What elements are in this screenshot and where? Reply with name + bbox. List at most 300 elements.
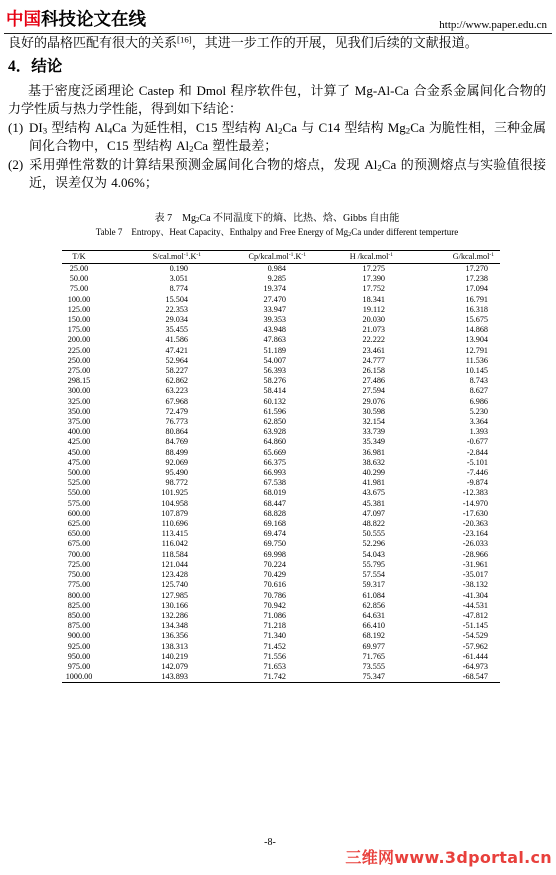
cell-temperature: 875.00 bbox=[67, 621, 91, 631]
cell-entropy: 140.219 bbox=[161, 651, 188, 661]
cell-temperature: 75.00 bbox=[69, 284, 89, 294]
cell-heat-capacity: 64.860 bbox=[263, 437, 286, 447]
cell-temperature: 400.00 bbox=[67, 427, 91, 437]
text-run: T/K bbox=[72, 252, 86, 261]
cell-enthalpy: 43.675 bbox=[362, 488, 385, 498]
cell-enthalpy: 17.275 bbox=[362, 264, 385, 273]
cell-gibbs-free-energy: 16.791 bbox=[465, 294, 488, 304]
table-row bbox=[62, 662, 500, 672]
cell-enthalpy: 33.739 bbox=[362, 427, 385, 437]
cell-enthalpy: 41.981 bbox=[362, 478, 385, 488]
cell-heat-capacity: 33.947 bbox=[263, 304, 286, 314]
cell-enthalpy: 17.752 bbox=[362, 284, 385, 294]
cell-heat-capacity: 69.998 bbox=[263, 549, 286, 559]
cell-heat-capacity: 51.189 bbox=[263, 345, 286, 355]
cell-entropy: 110.696 bbox=[161, 519, 188, 529]
cell-gibbs-free-energy: -38.132 bbox=[462, 580, 488, 590]
table-caption-english bbox=[8, 226, 546, 239]
cell-heat-capacity: 71.653 bbox=[263, 661, 286, 671]
cell-gibbs-free-energy: 12.791 bbox=[465, 345, 488, 355]
continuation-paragraph bbox=[8, 34, 546, 52]
cell-entropy: 121.044 bbox=[161, 559, 188, 569]
table-row bbox=[62, 529, 500, 539]
cell-enthalpy: 48.822 bbox=[362, 519, 385, 529]
cell-entropy: 125.740 bbox=[161, 580, 188, 590]
cell-enthalpy: 21.073 bbox=[362, 325, 385, 335]
table-head bbox=[62, 251, 500, 264]
text-run: .K bbox=[293, 252, 302, 261]
cell-heat-capacity: 62.850 bbox=[263, 417, 286, 427]
cell-entropy: 104.958 bbox=[161, 498, 188, 508]
cell-enthalpy: 75.347 bbox=[362, 672, 385, 682]
cell-enthalpy: 66.410 bbox=[362, 621, 385, 631]
table-row bbox=[62, 550, 500, 560]
table-row bbox=[62, 499, 500, 509]
cell-enthalpy: 17.390 bbox=[362, 274, 385, 284]
table-row bbox=[62, 509, 500, 519]
cell-temperature: 700.00 bbox=[67, 549, 91, 559]
cell-entropy: 72.479 bbox=[165, 406, 188, 416]
watermark: 三维网www.3dportal.cn bbox=[345, 848, 552, 867]
cell-gibbs-free-energy: 8.627 bbox=[469, 386, 488, 396]
cell-heat-capacity: 68.828 bbox=[263, 508, 286, 518]
text-run: Ca 为脆性相，三种金属间化合物中，C15 型结构 Al bbox=[29, 120, 546, 153]
cell-entropy: 130.166 bbox=[161, 600, 188, 610]
cell-enthalpy: 30.598 bbox=[362, 406, 385, 416]
cell-enthalpy: 29.076 bbox=[362, 396, 385, 406]
cell-temperature: 100.00 bbox=[67, 294, 91, 304]
cell-enthalpy: 20.030 bbox=[362, 315, 385, 325]
table-header-row bbox=[62, 251, 500, 264]
cell-gibbs-free-energy: -12.383 bbox=[462, 488, 488, 498]
table-row bbox=[62, 315, 500, 325]
text-run: S/cal.mol bbox=[152, 252, 184, 261]
cell-heat-capacity: 19.374 bbox=[263, 284, 286, 294]
cell-heat-capacity: 69.474 bbox=[263, 529, 286, 539]
table-caption-chinese bbox=[8, 212, 546, 226]
table-row bbox=[62, 284, 500, 294]
cell-entropy: 132.286 bbox=[161, 610, 188, 620]
cell-entropy: 63.223 bbox=[165, 386, 188, 396]
cell-enthalpy: 69.977 bbox=[362, 641, 385, 651]
cell-enthalpy: 55.795 bbox=[362, 559, 385, 569]
cell-gibbs-free-energy: 15.675 bbox=[465, 315, 488, 325]
cell-heat-capacity: 68.019 bbox=[263, 488, 286, 498]
cell-heat-capacity: 71.452 bbox=[263, 641, 286, 651]
cell-enthalpy: 27.486 bbox=[362, 376, 385, 386]
subscript: 2 bbox=[405, 125, 411, 136]
superscript: -1 bbox=[196, 252, 201, 259]
cell-entropy: 76.773 bbox=[165, 417, 188, 427]
cell-enthalpy: 64.631 bbox=[362, 610, 385, 620]
cell-heat-capacity: 71.742 bbox=[263, 672, 286, 682]
cell-heat-capacity: 65.669 bbox=[263, 447, 286, 457]
subscript: 2 bbox=[377, 162, 382, 173]
cell-heat-capacity: 70.942 bbox=[263, 600, 286, 610]
cell-entropy: 15.504 bbox=[165, 294, 188, 304]
table-row bbox=[62, 417, 500, 427]
cell-temperature: 175.00 bbox=[67, 325, 91, 335]
cell-temperature: 298.15 bbox=[67, 376, 91, 386]
cell-heat-capacity: 70.616 bbox=[263, 580, 286, 590]
superscript: [16] bbox=[177, 34, 192, 45]
cell-temperature: 1000.00 bbox=[65, 672, 93, 682]
cell-heat-capacity: 54.007 bbox=[263, 355, 286, 365]
table-row bbox=[62, 611, 500, 621]
table-row bbox=[62, 346, 500, 356]
cell-gibbs-free-energy: -2.844 bbox=[466, 447, 488, 457]
cell-enthalpy: 40.299 bbox=[362, 468, 385, 478]
cell-entropy: 116.042 bbox=[161, 539, 188, 549]
cell-temperature: 975.00 bbox=[67, 661, 91, 671]
cell-gibbs-free-energy: 17.094 bbox=[465, 284, 488, 294]
thermodynamic-data-table bbox=[62, 250, 500, 683]
table-row bbox=[62, 621, 500, 631]
cell-heat-capacity: 58.276 bbox=[263, 376, 286, 386]
cell-heat-capacity: 70.786 bbox=[263, 590, 286, 600]
cell-temperature: 150.00 bbox=[67, 315, 91, 325]
cell-temperature: 725.00 bbox=[67, 559, 91, 569]
text-run: Ca 塑性最差； bbox=[193, 138, 278, 153]
text-run: Ca 不同温度下的熵、比热、焓、Gibbs 自由能 bbox=[199, 213, 400, 224]
cell-gibbs-free-energy: -26.033 bbox=[462, 539, 488, 549]
subscript: 4 bbox=[107, 125, 113, 136]
table-row bbox=[62, 488, 500, 498]
cell-temperature: 950.00 bbox=[67, 651, 91, 661]
table-row bbox=[62, 601, 500, 611]
cell-temperature: 600.00 bbox=[67, 508, 91, 518]
cell-temperature: 200.00 bbox=[67, 335, 91, 345]
cell-entropy: 0.190 bbox=[169, 264, 188, 273]
cell-heat-capacity: 71.086 bbox=[263, 610, 286, 620]
cell-gibbs-free-energy: -23.164 bbox=[462, 529, 488, 539]
table-row bbox=[62, 478, 500, 488]
journal-url: http://www.paper.edu.cn bbox=[439, 19, 547, 31]
cell-gibbs-free-energy: 16.318 bbox=[465, 304, 488, 314]
text-run: 良好的晶格匹配有很大的关系 bbox=[8, 35, 178, 50]
cell-enthalpy: 59.317 bbox=[362, 580, 385, 590]
cell-gibbs-free-energy: -20.363 bbox=[462, 519, 488, 529]
cell-gibbs-free-energy: -41.304 bbox=[462, 590, 488, 600]
cell-temperature: 925.00 bbox=[67, 641, 91, 651]
cell-enthalpy: 47.097 bbox=[362, 508, 385, 518]
cell-enthalpy: 32.154 bbox=[362, 417, 385, 427]
table-row bbox=[62, 274, 500, 284]
cell-heat-capacity: 71.340 bbox=[263, 631, 286, 641]
cell-temperature: 125.00 bbox=[67, 304, 91, 314]
cell-enthalpy: 38.632 bbox=[362, 457, 385, 467]
cell-entropy: 143.893 bbox=[161, 672, 188, 682]
table-row bbox=[62, 335, 500, 345]
cell-temperature: 275.00 bbox=[67, 366, 91, 376]
table-body bbox=[62, 264, 500, 683]
cell-entropy: 84.769 bbox=[165, 437, 188, 447]
text-run: 表 7 Mg bbox=[154, 213, 196, 224]
cell-entropy: 8.774 bbox=[169, 284, 188, 294]
subscript: 2 bbox=[348, 232, 352, 239]
cell-temperature: 525.00 bbox=[67, 478, 91, 488]
conclusion-item-2 bbox=[8, 156, 546, 192]
text-run: Ca under different temperture bbox=[351, 227, 459, 237]
cell-entropy: 142.079 bbox=[161, 661, 188, 671]
table-row bbox=[62, 376, 500, 386]
cell-temperature: 350.00 bbox=[67, 406, 91, 416]
cell-heat-capacity: 61.596 bbox=[263, 406, 286, 416]
text-run: H /kcal.mol bbox=[349, 252, 389, 261]
cell-enthalpy: 73.555 bbox=[362, 661, 385, 671]
cell-enthalpy: 62.856 bbox=[362, 600, 385, 610]
column-header-enthalpy bbox=[310, 251, 397, 264]
cell-gibbs-free-energy: -68.547 bbox=[462, 672, 488, 682]
cell-temperature: 575.00 bbox=[67, 498, 91, 508]
cell-gibbs-free-energy: -61.444 bbox=[462, 651, 488, 661]
table-row bbox=[62, 264, 500, 275]
cell-gibbs-free-energy: -31.961 bbox=[462, 559, 488, 569]
cell-gibbs-free-energy: -0.677 bbox=[466, 437, 488, 447]
cell-gibbs-free-energy: -14.970 bbox=[462, 498, 488, 508]
cell-temperature: 550.00 bbox=[67, 488, 91, 498]
cell-enthalpy: 57.554 bbox=[362, 570, 385, 580]
table-row bbox=[62, 448, 500, 458]
cell-enthalpy: 35.349 bbox=[362, 437, 385, 447]
subscript: 2 bbox=[189, 143, 194, 154]
page-number: -8- bbox=[264, 837, 276, 848]
table-row bbox=[62, 580, 500, 590]
table-row bbox=[62, 570, 500, 580]
table-row bbox=[62, 539, 500, 549]
table-row bbox=[62, 407, 500, 417]
page-body bbox=[8, 34, 546, 683]
cell-temperature: 425.00 bbox=[67, 437, 91, 447]
cell-heat-capacity: 70.224 bbox=[263, 559, 286, 569]
table-row bbox=[62, 468, 500, 478]
table-row bbox=[62, 458, 500, 468]
cell-gibbs-free-energy: 10.145 bbox=[465, 366, 488, 376]
cell-gibbs-free-energy: -51.145 bbox=[462, 621, 488, 631]
text-run: G/kcal.mol bbox=[452, 252, 490, 261]
cell-entropy: 123.428 bbox=[161, 570, 188, 580]
cell-temperature: 50.00 bbox=[69, 274, 89, 284]
cell-enthalpy: 61.084 bbox=[362, 590, 385, 600]
cell-temperature: 650.00 bbox=[67, 529, 91, 539]
cell-enthalpy: 22.222 bbox=[362, 335, 385, 345]
cell-heat-capacity: 39.353 bbox=[263, 315, 286, 325]
logo-text-black: 科技论文在线 bbox=[41, 9, 146, 29]
cell-temperature: 775.00 bbox=[67, 580, 91, 590]
cell-heat-capacity: 27.470 bbox=[263, 294, 286, 304]
journal-logo bbox=[6, 8, 146, 30]
logo-text-red: 中国 bbox=[6, 9, 41, 29]
cell-entropy: 62.862 bbox=[165, 376, 188, 386]
subscript: 2 bbox=[278, 125, 283, 136]
cell-gibbs-free-energy: 14.868 bbox=[465, 325, 488, 335]
cell-heat-capacity: 9.285 bbox=[267, 274, 286, 284]
cell-gibbs-free-energy: -5.101 bbox=[466, 457, 488, 467]
cell-enthalpy: 50.555 bbox=[362, 529, 385, 539]
column-header-entropy bbox=[96, 251, 205, 264]
cell-entropy: 41.586 bbox=[165, 335, 188, 345]
column-header-heat-capacity bbox=[205, 251, 310, 264]
cell-temperature: 375.00 bbox=[67, 417, 91, 427]
cell-entropy: 47.421 bbox=[165, 345, 188, 355]
cell-entropy: 98.772 bbox=[165, 478, 188, 488]
cell-temperature: 300.00 bbox=[67, 386, 91, 396]
table-row bbox=[62, 652, 500, 662]
cell-gibbs-free-energy: 17.270 bbox=[465, 264, 488, 273]
cell-temperature: 825.00 bbox=[67, 600, 91, 610]
cell-entropy: 35.455 bbox=[165, 325, 188, 335]
cell-gibbs-free-energy: -44.531 bbox=[462, 600, 488, 610]
cell-enthalpy: 71.765 bbox=[362, 651, 385, 661]
cell-gibbs-free-energy: -7.446 bbox=[466, 468, 488, 478]
cell-entropy: 134.348 bbox=[161, 621, 188, 631]
cell-gibbs-free-energy: 11.536 bbox=[465, 355, 488, 365]
table-row bbox=[62, 591, 500, 601]
cell-heat-capacity: 43.948 bbox=[263, 325, 286, 335]
cell-temperature: 475.00 bbox=[67, 457, 91, 467]
table-row bbox=[62, 325, 500, 335]
cell-heat-capacity: 58.414 bbox=[263, 386, 286, 396]
table-row bbox=[62, 295, 500, 305]
text-run: 采用弹性常数的计算结果预测金属间化合物的熔点，发现 Al bbox=[29, 157, 378, 172]
conclusion-item-text bbox=[29, 120, 546, 153]
text-run: .K bbox=[188, 252, 197, 261]
table-row bbox=[62, 519, 500, 529]
cell-entropy: 113.415 bbox=[161, 529, 188, 539]
cell-temperature: 800.00 bbox=[67, 590, 91, 600]
column-header-gibbs-free-energy bbox=[397, 251, 500, 264]
text-run: Ca 的预测熔点与实验值很接近，误差仅为 4.06%； bbox=[29, 157, 546, 190]
cell-gibbs-free-energy: 17.238 bbox=[465, 274, 488, 284]
subscript: 3 bbox=[42, 125, 48, 136]
superscript: -1 bbox=[288, 252, 294, 259]
cell-gibbs-free-energy: 1.393 bbox=[469, 427, 488, 437]
table-row bbox=[62, 672, 500, 683]
superscript: -1 bbox=[183, 252, 189, 259]
table-row bbox=[62, 427, 500, 437]
conclusion-item-1 bbox=[8, 119, 546, 155]
cell-heat-capacity: 68.447 bbox=[263, 498, 286, 508]
cell-gibbs-free-energy: -47.812 bbox=[462, 610, 488, 620]
cell-entropy: 58.227 bbox=[165, 366, 188, 376]
cell-temperature: 500.00 bbox=[67, 468, 91, 478]
superscript: -1 bbox=[489, 252, 494, 259]
cell-enthalpy: 45.381 bbox=[362, 498, 385, 508]
cell-temperature: 25.00 bbox=[69, 264, 89, 273]
cell-enthalpy: 18.341 bbox=[362, 294, 385, 304]
cell-gibbs-free-energy: 8.743 bbox=[469, 376, 488, 386]
table-row bbox=[62, 631, 500, 641]
cell-entropy: 67.968 bbox=[165, 396, 188, 406]
cell-entropy: 80.864 bbox=[165, 427, 188, 437]
list-marker: (2) bbox=[8, 157, 24, 172]
text-run: ，其进一步工作的开展，见我们后续的文献报道。 bbox=[191, 35, 478, 50]
cell-entropy: 101.925 bbox=[161, 488, 188, 498]
cell-enthalpy: 54.043 bbox=[362, 549, 385, 559]
cell-enthalpy: 27.594 bbox=[362, 386, 385, 396]
cell-heat-capacity: 69.168 bbox=[263, 519, 286, 529]
cell-temperature: 625.00 bbox=[67, 519, 91, 529]
cell-heat-capacity: 66.993 bbox=[263, 468, 286, 478]
cell-heat-capacity: 56.393 bbox=[263, 366, 286, 376]
cell-heat-capacity: 71.556 bbox=[263, 651, 286, 661]
text-run: Cp/kcal.mol bbox=[248, 252, 289, 261]
cell-gibbs-free-energy: -9.874 bbox=[466, 478, 488, 488]
table-row bbox=[62, 366, 500, 376]
cell-gibbs-free-energy: -64.973 bbox=[462, 661, 488, 671]
cell-gibbs-free-energy: -35.017 bbox=[462, 570, 488, 580]
cell-temperature: 325.00 bbox=[67, 396, 91, 406]
cell-heat-capacity: 66.375 bbox=[263, 457, 286, 467]
cell-enthalpy: 23.461 bbox=[362, 345, 385, 355]
cell-temperature: 750.00 bbox=[67, 570, 91, 580]
cell-gibbs-free-energy: -17.630 bbox=[462, 508, 488, 518]
cell-gibbs-free-energy: -54.529 bbox=[462, 631, 488, 641]
cell-entropy: 95.490 bbox=[165, 468, 188, 478]
text-run: 型结构 Al bbox=[47, 120, 108, 135]
cell-gibbs-free-energy: -28.966 bbox=[462, 549, 488, 559]
cell-heat-capacity: 69.750 bbox=[263, 539, 286, 549]
cell-heat-capacity: 63.928 bbox=[263, 427, 286, 437]
list-marker: (1) bbox=[8, 120, 24, 135]
superscript: -1 bbox=[388, 252, 393, 259]
cell-heat-capacity: 70.429 bbox=[263, 570, 286, 580]
cell-temperature: 450.00 bbox=[67, 447, 91, 457]
cell-entropy: 3.051 bbox=[169, 274, 188, 284]
cell-gibbs-free-energy: 13.904 bbox=[465, 335, 488, 345]
column-header-temperature bbox=[62, 251, 96, 264]
subscript: 2 bbox=[196, 217, 200, 225]
table-row bbox=[62, 437, 500, 447]
conclusion-item-text bbox=[29, 157, 546, 190]
text-run: DI bbox=[29, 120, 43, 135]
cell-entropy: 136.356 bbox=[161, 631, 188, 641]
cell-gibbs-free-energy: 6.986 bbox=[469, 396, 488, 406]
table-row bbox=[62, 642, 500, 652]
cell-gibbs-free-energy: 3.364 bbox=[469, 417, 488, 427]
text-run: Ca 与 C14 型结构 Mg bbox=[282, 120, 406, 135]
cell-gibbs-free-energy: 5.230 bbox=[469, 406, 488, 416]
cell-heat-capacity: 0.984 bbox=[267, 264, 286, 273]
table-row bbox=[62, 386, 500, 396]
cell-entropy: 107.879 bbox=[161, 508, 188, 518]
cell-temperature: 675.00 bbox=[67, 539, 91, 549]
conclusion-lead-paragraph: 基于密度泛函理论 Castep 和 Dmol 程序软件包，计算了 Mg-Al-Ca 合金系金属间化合物的力学性质与热力学性能，得到如下结论： bbox=[8, 83, 546, 116]
cell-gibbs-free-energy: -57.962 bbox=[462, 641, 488, 651]
cell-entropy: 127.985 bbox=[161, 590, 188, 600]
superscript: -1 bbox=[301, 252, 306, 259]
cell-enthalpy: 24.777 bbox=[362, 355, 385, 365]
cell-heat-capacity: 67.538 bbox=[263, 478, 286, 488]
cell-entropy: 22.353 bbox=[165, 304, 188, 314]
cell-temperature: 225.00 bbox=[67, 345, 91, 355]
table-row bbox=[62, 356, 500, 366]
cell-entropy: 92.069 bbox=[165, 457, 188, 467]
cell-heat-capacity: 71.218 bbox=[263, 621, 286, 631]
cell-entropy: 52.964 bbox=[165, 355, 188, 365]
cell-temperature: 250.00 bbox=[67, 355, 91, 365]
table-row bbox=[62, 305, 500, 315]
cell-enthalpy: 52.296 bbox=[362, 539, 385, 549]
cell-temperature: 850.00 bbox=[67, 610, 91, 620]
cell-temperature: 900.00 bbox=[67, 631, 91, 641]
cell-entropy: 138.313 bbox=[161, 641, 188, 651]
text-run: Table 7 Entropy、Heat Capacity、Enthalpy and Free Energy of Mg bbox=[95, 227, 349, 237]
cell-entropy: 29.034 bbox=[165, 315, 188, 325]
cell-heat-capacity: 47.863 bbox=[263, 335, 286, 345]
table-row bbox=[62, 397, 500, 407]
cell-enthalpy: 19.112 bbox=[362, 304, 385, 314]
